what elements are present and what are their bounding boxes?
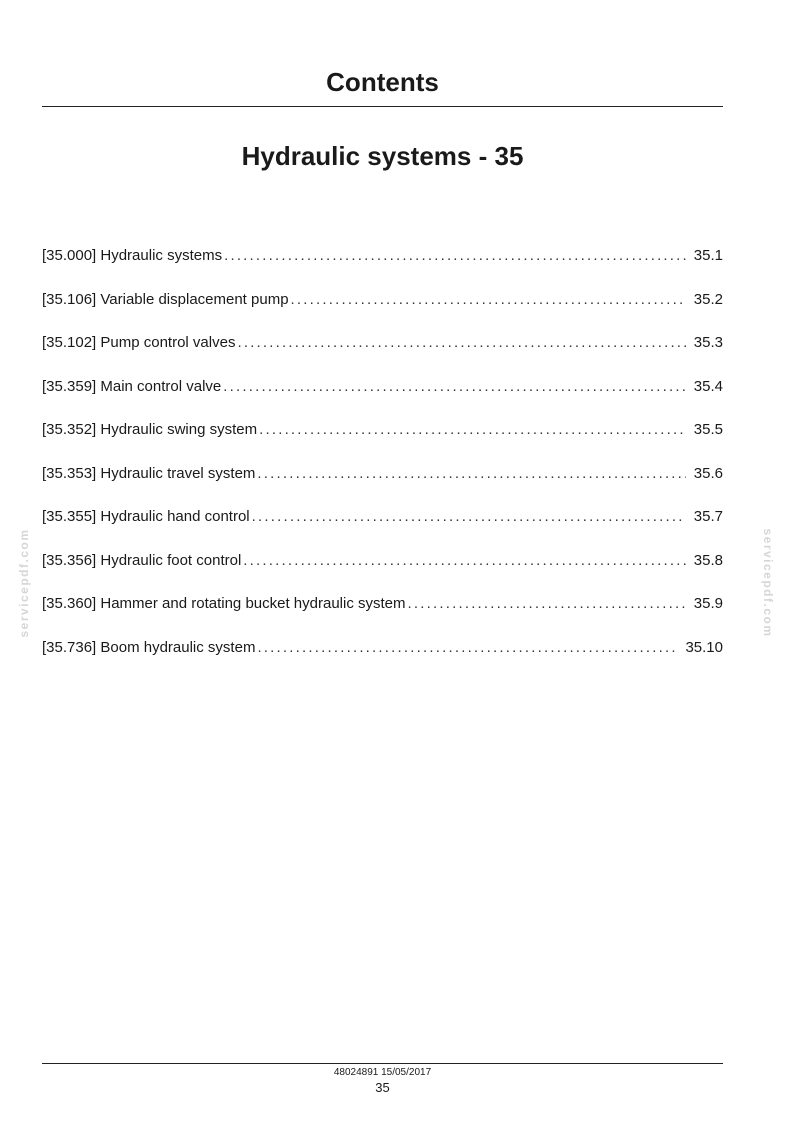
page-title: Contents: [326, 67, 439, 97]
toc-entry-label: [35.359] Main control valve: [42, 377, 222, 395]
toc-dot-leader: [252, 505, 686, 529]
toc-dot-leader: [257, 462, 685, 486]
toc-entry-label: [35.353] Hydraulic travel system: [42, 464, 256, 482]
watermark-right: servicepdf.com: [761, 528, 775, 638]
toc-dot-leader: [259, 418, 686, 442]
toc-dot-leader: [237, 331, 685, 355]
footer-divider: [42, 1063, 723, 1064]
toc-dot-leader: [223, 375, 686, 399]
toc-entry-page: 35.2: [693, 290, 723, 308]
toc-dot-leader: [408, 592, 686, 616]
toc-entry-35-106[interactable]: [42, 288, 723, 332]
toc-entry-label: [35.355] Hydraulic hand control: [42, 508, 250, 525]
toc-entry-page: 35.8: [693, 551, 723, 569]
toc-entry-label: [35.102] Pump control valves: [42, 334, 236, 351]
toc-entry-page: 35.4: [693, 377, 723, 395]
toc-entry-page: 35.6: [693, 464, 723, 482]
toc-entry-page: 35.1: [693, 247, 723, 264]
toc-entry-35-000[interactable]: [42, 244, 723, 288]
toc-entry-35-352[interactable]: [42, 418, 723, 462]
toc-entry-page: 35.3: [693, 334, 723, 351]
toc-entry-label: [35.360] Hammer and rotating bucket hydraulic system: [42, 595, 406, 612]
toc-entry-35-360[interactable]: [42, 592, 723, 636]
section-title: Hydraulic systems - 35: [241, 141, 524, 171]
toc-entry-label: [35.352] Hydraulic swing system: [42, 421, 258, 438]
toc-dot-leader: [243, 549, 686, 573]
toc-dot-leader: [291, 288, 686, 312]
toc-entry-page: 35.9: [693, 595, 723, 612]
toc-entry-35-359[interactable]: [42, 375, 723, 419]
toc-entry-35-353[interactable]: [42, 462, 723, 506]
toc-entry-35-355[interactable]: [42, 505, 723, 549]
footer-document-reference: 48024891 15/05/2017: [333, 1067, 432, 1078]
toc-entry-35-736[interactable]: [42, 636, 723, 680]
footer-page-number: 35: [375, 1080, 390, 1095]
toc-entry-label: [35.736] Boom hydraulic system: [42, 638, 256, 656]
toc-dot-leader: [224, 244, 686, 268]
toc-entry-page: 35.5: [693, 421, 723, 438]
toc-dot-leader: [257, 636, 677, 660]
toc-entry-page: 35.10: [685, 638, 723, 656]
toc-entry-label: [35.000] Hydraulic systems: [42, 247, 223, 264]
watermark-left: servicepdf.com: [17, 528, 31, 638]
toc-entry-page: 35.7: [693, 508, 723, 525]
toc-entry-label: [35.106] Variable displacement pump: [42, 290, 289, 308]
table-of-contents: [42, 244, 723, 679]
toc-entry-label: [35.356] Hydraulic foot control: [42, 551, 242, 569]
toc-entry-35-102[interactable]: [42, 331, 723, 375]
toc-entry-35-356[interactable]: [42, 549, 723, 593]
title-divider: [42, 106, 723, 107]
